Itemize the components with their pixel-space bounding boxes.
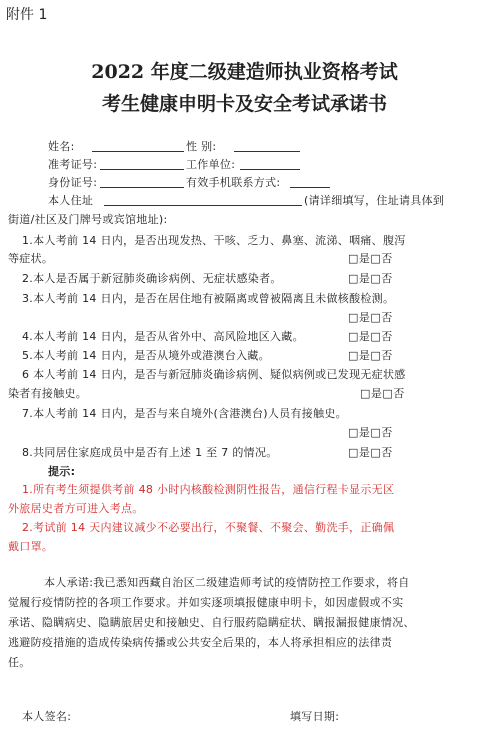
question-2: 2.本人是否属于新冠肺炎确诊病例、无症状感染者。: [22, 272, 282, 285]
address-field[interactable]: [104, 205, 302, 206]
pledge-line1: 本人承诺:我已悉知西藏自治区二级建造师考试的疫情防控工作要求，将自: [44, 576, 410, 589]
question-1-line1: 1.本人考前 14 日内，是否出现发热、干咳、乏力、鼻塞、流涕、咽痛、腹泻: [22, 234, 406, 247]
address-label: 本人住址: [48, 194, 94, 207]
question-1-line2: 等症状。: [8, 252, 54, 265]
id-number-label: 身份证号:: [48, 176, 98, 189]
question-7-checkbox[interactable]: □是□否: [348, 426, 393, 439]
tips-heading: 提示:: [48, 465, 76, 478]
work-unit-label: 工作单位:: [186, 158, 236, 171]
question-1-checkbox[interactable]: □是□否: [348, 252, 393, 265]
tip-2-line1: 2.考试前 14 天内建议减少不必要出行，不聚餐、不聚会、勤洗手，正确佩: [22, 521, 395, 534]
ticket-field[interactable]: [100, 169, 184, 170]
question-4: 4.本人考前 14 日内，是否从省外中、高风险地区入藏。: [22, 330, 304, 343]
document-title-line1: 2022 年度二级建造师执业资格考试: [91, 61, 398, 83]
name-field[interactable]: [92, 151, 184, 152]
signature-label: 本人签名:: [22, 710, 72, 723]
question-3: 3.本人考前 14 日内，是否在居住地有被隔离或曾被隔离且未做核酸检测。: [22, 292, 395, 305]
pledge-line5: 任。: [8, 656, 31, 669]
question-3-checkbox[interactable]: □是□否: [348, 311, 393, 324]
date-label: 填写日期:: [290, 710, 340, 723]
question-8-checkbox[interactable]: □是□否: [348, 446, 393, 459]
tip-1-line1: 1.所有考生须提供考前 48 小时内核酸检测阴性报告，通信行程卡显示无区: [22, 483, 395, 496]
phone-label: 有效手机联系方式:: [186, 176, 281, 189]
gender-label: 性 别:: [186, 140, 217, 153]
attachment-label: 附件 1: [6, 7, 48, 23]
id-number-field[interactable]: [100, 187, 184, 188]
question-7: 7.本人考前 14 日内，是否与来自境外(含港澳台)人员有接触史。: [22, 407, 347, 420]
question-4-checkbox[interactable]: □是□否: [348, 330, 393, 343]
question-6-line2: 染者有接触史。: [8, 387, 88, 400]
question-6-checkbox[interactable]: □是□否: [360, 387, 405, 400]
phone-field[interactable]: [290, 187, 330, 188]
address-note-continued: 街道/社区及门牌号或宾馆地址):: [8, 213, 168, 226]
question-5: 5.本人考前 14 日内，是否从境外或港澳台入藏。: [22, 349, 270, 362]
pledge-line2: 觉履行疫情防控的各项工作要求。并如实逐项填报健康申明卡，如因虚假或不实: [8, 596, 404, 609]
question-2-checkbox[interactable]: □是□否: [348, 272, 393, 285]
tip-1-line2: 外旅居史者方可进入考点。: [8, 502, 144, 515]
tip-2-line2: 戴口罩。: [8, 540, 54, 553]
pledge-line4: 逃避防疫措施的造成传染病传播或公共安全后果的，本人将承担相应的法律责: [8, 636, 393, 649]
question-6-line1: 6 本人考前 14 日内，是否与新冠肺炎确诊病例、疑似病例或已发现无症状感: [22, 368, 406, 381]
gender-field[interactable]: [234, 151, 300, 152]
address-note: (请详细填写，住址请具体到: [304, 194, 445, 207]
ticket-label: 准考证号:: [48, 158, 98, 171]
document-title-line2: 考生健康申明卡及安全考试承诺书: [101, 93, 387, 115]
question-8: 8.共同居住家庭成员中是否有上述 1 至 7 的情况。: [22, 446, 278, 459]
pledge-line3: 承诺、隐瞒病史、隐瞒旅居史和接触史、自行服药隐瞒症状、瞒报漏报健康情况、: [8, 616, 415, 629]
name-label: 姓名:: [48, 140, 75, 153]
work-unit-field[interactable]: [240, 169, 300, 170]
question-5-checkbox[interactable]: □是□否: [348, 349, 393, 362]
